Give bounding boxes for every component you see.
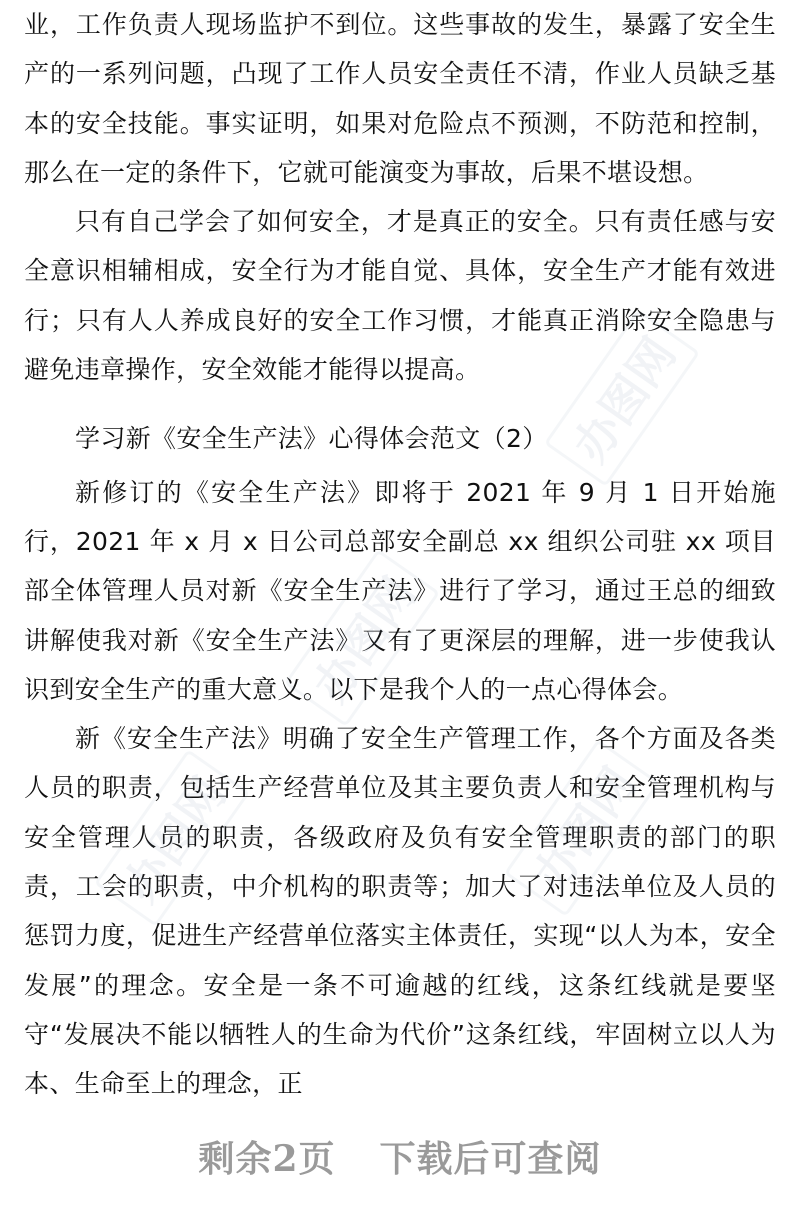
paragraph-law-responsibilities: 新《安全生产法》明确了安全生产管理工作，各个方面及各类人员的职责，包括生产经营单位及其主要负责人和安全管理机构与安全管理人员的职责，各级政府及负有安全管理职责的部门的职责，工会的职责，中介机构的职责等；加大了对违法单位及人员的惩罚力度，促进生产经营单位落实主体责任，实现“以人为本，安全发展”的理念。安全是一条不可逾越的红线，这条红线就是要坚守“发展决不能以牺牲人的生命为代价”这条红线，牢固树立以人为本、生命至上的理念，正 xyxy=(24,724,776,1099)
watermark: 办图网 xyxy=(94,749,250,927)
watermark: 办图网 xyxy=(284,549,440,727)
download-banner[interactable] xyxy=(0,1120,800,1192)
paragraph-safety-awareness: 只有自己学会了如何安全，才是真正的安全。只有责任感与安全意识相辅相成，安全行为才能自觉、具体，安全生产才能有效进行；只有人人养成良好的安全工作习惯，才能真正消除安全隐患与避免违章操作，安全效能才能得以提高。 xyxy=(24,207,776,385)
watermark: 办图网 xyxy=(544,309,700,487)
paragraph-accident-analysis: 业，工作负责人现场监护不到位。这些事故的发生，暴露了安全生产的一系列问题，凸现了工作人员安全责任不清，作业人员缺乏基本的安全技能。事实证明，如果对危险点不预测，不防范和控制，那么在一定的条件下，它就可能演变为事故，后果不堪设想。 xyxy=(24,10,776,187)
watermark: 办图网 xyxy=(504,739,660,917)
document-body xyxy=(24,0,776,1109)
remaining-pages-label: 剩余2页 xyxy=(198,1137,336,1180)
download-hint-label: 下载后可查阅 xyxy=(379,1137,602,1180)
section-heading: 学习新《安全生产法》心得体会范文（2） xyxy=(75,424,548,454)
paragraph-new-law-study: 新修订的《安全生产法》即将于 2021 年 9 月 1 日开始施行，2021 年 x 月 x 日公司总部安全副总 xx 组织公司驻 xx 项目部全体管理人员对新《安全生产法》进行了学习，通过王总的细致讲解使我对新《安全生产法》又有了更深层的理解，进一步使我认识到安全生产的重大意义。以下是我个人的一点心得体会。 xyxy=(24,477,776,704)
